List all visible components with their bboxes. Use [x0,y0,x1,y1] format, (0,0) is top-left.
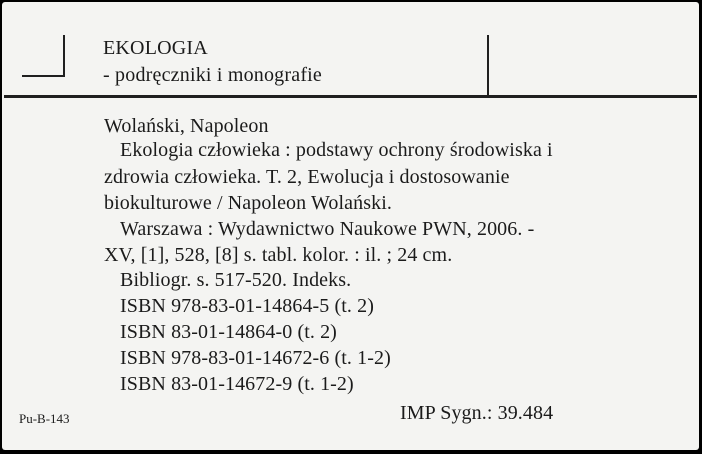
card-code: Pu-B-143 [19,411,70,426]
corner-bracket-vertical [63,35,65,77]
imprint-line: XV, [1], 528, [8] s. tabl. kolor. : il. ; 24 cm. [104,244,453,266]
isbn-line: ISBN 83-01-14672-9 (t. 1-2) [120,373,354,395]
catalog-card [2,2,699,450]
author-entry: Wolański, Napoleon [104,115,269,137]
note-line: Bibliogr. s. 517-520. Indeks. [120,269,352,291]
subject-heading: EKOLOGIA [103,37,208,59]
imprint-line: Warszawa : Wydawnictwo Naukowe PWN, 2006. - [120,218,535,240]
subject-subdivision: - podręczniki i monografie [103,64,323,86]
shelfmark: IMP Sygn.: 39.484 [400,402,554,424]
isbn-line: ISBN 978-83-01-14672-6 (t. 1-2) [120,347,391,369]
title-line: zdrowia człowieka. T. 2, Ewolucja i dostosowanie [104,166,510,188]
header-divider [487,35,489,98]
isbn-line: ISBN 83-01-14864-0 (t. 2) [120,321,337,343]
title-line: biokulturowe / Napoleon Wolański. [104,192,392,214]
header-rule [4,95,697,98]
title-line: Ekologia człowieka : podstawy ochrony środowiska i [120,139,553,161]
corner-bracket-horizontal [22,75,65,77]
isbn-line: ISBN 978-83-01-14864-5 (t. 2) [120,295,374,317]
